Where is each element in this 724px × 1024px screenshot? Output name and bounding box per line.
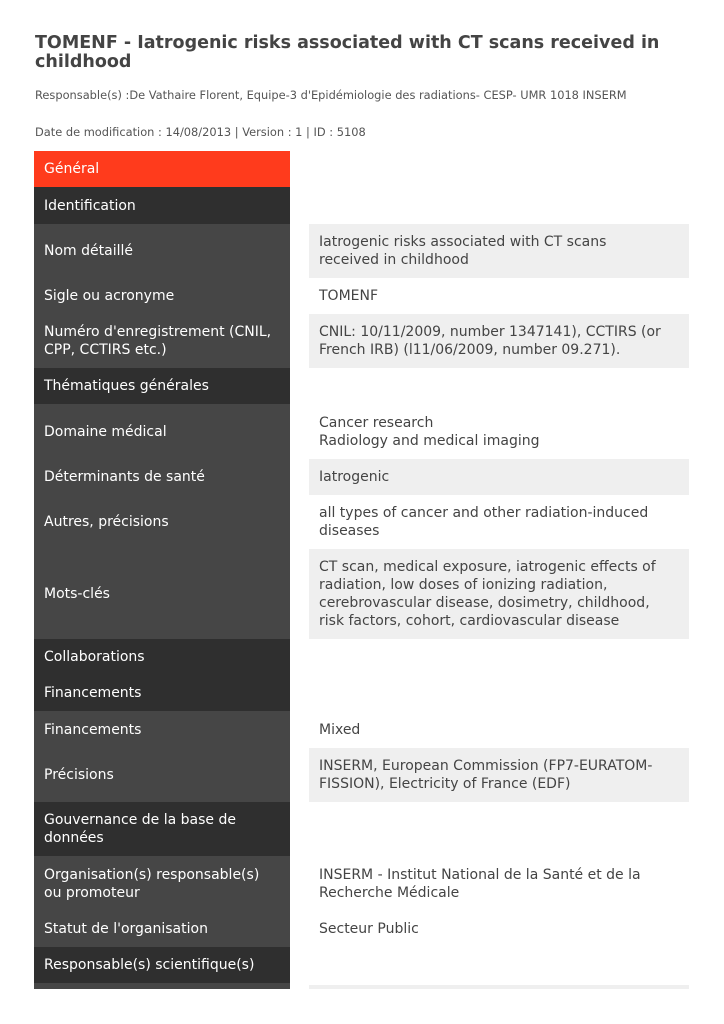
continuation-value-cell (309, 985, 689, 989)
row-label-text: Thématiques générales (44, 378, 209, 394)
value-line: INSERM - Institut National de la Santé et de la (319, 866, 641, 883)
field-value-sigle-ou-acronyme (309, 278, 689, 314)
value-line: Cancer research (319, 414, 434, 431)
row-label-text: Autres, précisions (44, 514, 169, 530)
row-label-text: Gouvernance de la base de données (44, 812, 236, 846)
table-row (34, 549, 689, 639)
row-label-text: Déterminants de santé (44, 469, 205, 485)
field-label-autres-precisions (34, 495, 290, 549)
field-value-determinants-de-sante (309, 459, 689, 495)
value-line: Mixed (319, 721, 361, 738)
row-label-text: Statut de l'organisation (44, 921, 208, 937)
table-row (34, 748, 689, 802)
table-row (34, 802, 689, 856)
value-line: CT scan, medical exposure, iatrogenic effects of (319, 559, 656, 575)
value-line: Recherche Médicale (319, 884, 460, 901)
value-line: Iatrogenic risks associated with CT scans (319, 234, 607, 250)
value-line: Radiology and medical imaging (319, 432, 540, 449)
table-row (34, 495, 689, 549)
table-row (34, 187, 689, 224)
table-row (34, 675, 689, 711)
value-line: FISSION), Electricity of France (EDF) (319, 776, 571, 792)
table-row (34, 947, 689, 983)
field-value-domaine-medical (309, 404, 689, 459)
table-row (34, 639, 689, 675)
table-row-continuation (34, 983, 689, 989)
page-title: TOMENF - Iatrogenic risks associated with CT scans received in childhood (35, 33, 660, 72)
table-row (34, 711, 689, 748)
table-row (34, 368, 689, 404)
field-value-mots-cles (309, 549, 689, 639)
table-row (34, 314, 689, 368)
responsable-line: Responsable(s) :De Vathaire Florent, Equipe-3 d'Epidémiologie des radiations- CESP- UMR 1018 INSERM (35, 88, 627, 102)
section-header-financements[interactable] (34, 675, 290, 711)
table-row (34, 459, 689, 495)
table-row (34, 278, 689, 314)
value-line: diseases (319, 523, 380, 539)
table-row (34, 911, 689, 947)
value-line: cerebrovascular disease, dosimetry, childhood, (319, 595, 650, 611)
tab-general[interactable] (34, 151, 290, 187)
value-line: all types of cancer and other radiation-induced (319, 505, 649, 521)
field-label-mots-cles (34, 549, 290, 639)
field-label-organisation-s-responsable-s-ou-promoteur (34, 856, 290, 911)
row-label-text: Collaborations (44, 649, 145, 665)
value-line: received in childhood (319, 252, 469, 268)
section-header-thematiques-generales[interactable] (34, 368, 290, 404)
row-label-text: Précisions (44, 767, 114, 783)
row-label-text: Mots-clés (44, 586, 110, 602)
value-line: TOMENF (319, 288, 379, 304)
section-header-responsable-s-scientifique-s[interactable] (34, 947, 290, 983)
field-label-sigle-ou-acronyme (34, 278, 290, 314)
field-value-autres-precisions (309, 495, 689, 549)
field-value-nom-detaille (309, 224, 689, 278)
field-label-financements (34, 711, 290, 748)
table-row (34, 404, 689, 459)
row-label-text: Sigle ou acronyme (44, 288, 175, 304)
table-row (34, 151, 689, 187)
row-label-text: Financements (44, 721, 142, 738)
field-label-determinants-de-sante (34, 459, 290, 495)
value-line: French IRB) (l11/06/2009, number 09.271). (319, 342, 621, 358)
row-label-text: Numéro d'enregistrement (CNIL, CPP, CCTIRS etc.) (44, 324, 272, 358)
field-value-precisions (309, 748, 689, 802)
field-value-financements (309, 711, 689, 748)
row-label-text: Organisation(s) responsable(s) ou promoteur (44, 866, 260, 901)
field-value-numero-d-enregistrement-cnil-cpp-cctirs-etc (309, 314, 689, 368)
value-line: radiation, low doses of ionizing radiation, (319, 577, 608, 593)
field-label-numero-d-enregistrement-cnil-cpp-cctirs-etc (34, 314, 290, 368)
row-label-text: Général (44, 161, 100, 177)
row-label-text: Identification (44, 197, 136, 214)
table-row (34, 856, 689, 911)
field-value-statut-de-l-organisation (309, 911, 689, 947)
table-row (34, 224, 689, 278)
value-line: CNIL: 10/11/2009, number 1347141), CCTIRS (or (319, 324, 661, 340)
section-header-collaborations[interactable] (34, 639, 290, 675)
field-value-organisation-s-responsable-s-ou-promoteur (309, 856, 689, 911)
section-header-gouvernance-de-la-base-de-donnees[interactable] (34, 802, 290, 856)
modification-meta: Date de modification : 14/08/2013 | Version : 1 | ID : 5108 (35, 125, 366, 139)
row-label-text: Nom détaillé (44, 243, 133, 259)
field-label-nom-detaille (34, 224, 290, 278)
continuation-label-cell (34, 983, 290, 989)
field-label-domaine-medical (34, 404, 290, 459)
field-label-precisions (34, 748, 290, 802)
row-label-text: Domaine médical (44, 423, 167, 440)
field-label-statut-de-l-organisation (34, 911, 290, 947)
value-line: Iatrogenic (319, 469, 390, 485)
value-line: INSERM, European Commission (FP7-EURATOM- (319, 758, 653, 774)
row-label-text: Financements (44, 685, 142, 701)
row-label-text: Responsable(s) scientifique(s) (44, 957, 255, 973)
value-line: Secteur Public (319, 921, 419, 937)
section-header-identification[interactable] (34, 187, 290, 224)
value-line: risk factors, cohort, cardiovascular disease (319, 613, 620, 629)
